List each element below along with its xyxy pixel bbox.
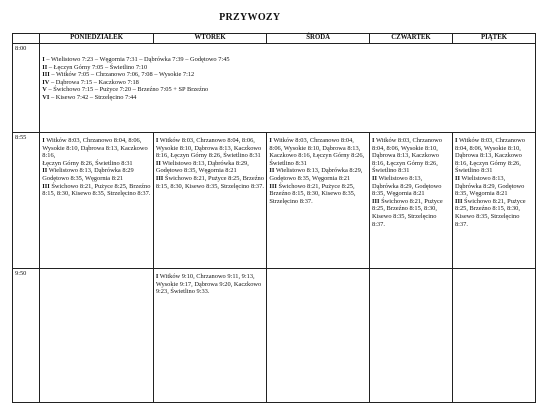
route-stops: Wielistowo 8:13, Dąbrówka 8:29, Godętowo 8:35, Węgornia 8:21 — [372, 174, 442, 198]
route-number: I — [454, 137, 458, 144]
route-entry — [42, 71, 533, 79]
header-cell-monday: PONIEDZIAŁEK — [40, 34, 154, 44]
header-cell-wednesday: ŚRODA — [267, 34, 370, 44]
route-number: III — [42, 71, 50, 79]
route-number: II — [155, 159, 161, 167]
route-stops: Witków 8:03, Chrzanowo 8:04, 8:06, Wysokie 8:10, Dąbrowa 8:13, Kaczkowo 8:16, Łęczyn Górny 8:26, Świetlino 8:31 — [269, 137, 365, 167]
time-cell: 8:00 — [13, 44, 40, 133]
route-stops: Witków 8:03, Chrzanowo 8:04, 8:06, Wysokie 8:10, Dąbrowa 8:13, Kaczkowo 8:16, Łęczyn Górny 8:26, Świetlino 8:31 — [454, 137, 525, 175]
route-stops: Wielistowo 8:13, Dąbrówka 8:29 — [47, 167, 134, 175]
route-entry — [156, 175, 265, 190]
route-number: V — [42, 86, 47, 94]
route-stops: Świchowo 8:21, Pużyce 8:25, Brzeźno 8:15, 8:30, Kisewo 8:35, Strzelęcino 8:37. — [42, 182, 151, 198]
route-stops: Wielistowo 8:13, Dąbrówka 8:29, Godętowo 8:35, Węgornia 8:21 — [269, 167, 363, 182]
route-number: III — [454, 197, 463, 205]
route-number: III — [269, 182, 277, 190]
route-stops: – Świchowo 7:15 – Pużyce 7:20 – Brzeźno 7:05 + SP Brzeźno — [46, 86, 209, 94]
day-cell-tuesday — [153, 269, 267, 403]
day-cell-monday — [40, 269, 154, 403]
schedule-row — [13, 133, 536, 269]
route-number: III — [42, 182, 50, 190]
header-row — [13, 34, 536, 44]
route-entry — [372, 175, 450, 198]
day-cell-thursday — [370, 269, 453, 403]
route-number: II — [42, 167, 48, 175]
day-cell-wednesday — [267, 133, 370, 269]
schedule-table — [12, 33, 536, 403]
route-stops: Wielistowo 8:13, Dąbrówka 8:29, Godętowo 8:35, Węgornia 8:21 — [155, 159, 249, 175]
route-number: III — [372, 197, 380, 205]
route-entry — [42, 137, 151, 160]
route-entry — [42, 94, 533, 102]
route-entry — [42, 56, 533, 64]
route-entry — [455, 175, 533, 198]
header-cell-time — [13, 34, 40, 44]
route-entry — [372, 198, 450, 228]
route-number: II — [269, 167, 275, 175]
route-entry — [455, 198, 533, 228]
route-stops: Świchowo 8:21, Pużyce 8:25, Brzeźno 8:15, 8:30, Kisewo 8:35, Strzelęcino 8:37. — [155, 174, 264, 190]
route-number: I — [42, 137, 45, 144]
route-entry — [269, 137, 367, 167]
route-stops: Godętowo 8:35, Węgornia 8:21 — [42, 174, 124, 182]
route-number: II — [42, 63, 48, 71]
route-number: I — [269, 137, 272, 144]
route-stops: – Wielistowo 7:23 – Węgornia 7:31 – Dąbrówka 7:39 – Godętowo 7:45 — [44, 56, 230, 63]
header-cell-tuesday: WTOREK — [153, 34, 267, 44]
route-stops: Łęczyn Górny 8:26, Świetlino 8:31 — [42, 159, 133, 167]
route-number: I — [155, 273, 159, 280]
route-entry — [42, 160, 151, 168]
header-cell-friday: PIĄTEK — [452, 34, 535, 44]
route-number: III — [155, 174, 164, 182]
route-entry — [156, 160, 265, 175]
day-cell-monday — [40, 133, 154, 269]
route-stops: – Kisewo 7:42 – Strzelęcino 7:44 — [49, 93, 137, 101]
route-entry — [156, 273, 265, 296]
route-entry — [455, 137, 533, 175]
schedule-row — [13, 44, 536, 133]
route-number: VI — [42, 93, 50, 101]
time-cell: 8:55 — [13, 133, 40, 269]
route-number: I — [372, 137, 375, 144]
day-cell-wednesday — [267, 269, 370, 403]
route-stops: Witków 8:03, Chrzanowo 8:04, 8:06, Wysokie 8:10, Dąbrowa 8:13, Kaczkowo 8:16, Łęczyn Górny 8:26, Świetlino 8:31 — [372, 137, 442, 175]
route-entry — [42, 64, 533, 72]
day-cell-tuesday — [153, 133, 267, 269]
route-entry — [42, 175, 151, 183]
route-number: IV — [42, 78, 50, 86]
title-text: PRZYWOZY — [219, 12, 281, 23]
schedule-row — [13, 269, 536, 403]
route-entry — [156, 137, 265, 160]
route-entry — [42, 167, 151, 175]
route-number: I — [155, 137, 159, 144]
route-stops: Świchowo 8:21, Pużyce 8:25, Brzeźno 8:15, 8:30, Kisewo 8:35, Strzelęcino 8:37. — [269, 182, 356, 205]
day-cell-friday — [452, 269, 535, 403]
route-number: II — [372, 174, 377, 182]
route-stops: – Dąbrowa 7:15 – Kaczkowo 7:18 — [49, 78, 139, 86]
time-cell: 9:50 — [13, 269, 40, 403]
route-number: II — [454, 174, 460, 182]
route-stops: – Łęczyn Górny 7:05 – Świetlino 7:10 — [47, 63, 148, 71]
route-number: I — [42, 56, 45, 63]
header-cell-thursday: CZWARTEK — [370, 34, 453, 44]
redacted-blank — [283, 14, 321, 22]
route-stops: Świchowo 8:21, Pużyce 8:25, Brzeźno 8:15, 8:30, Kisewo 8:35, Strzelęcino 8:37. — [372, 197, 443, 228]
route-entry — [42, 183, 151, 198]
route-stops: Świchowo 8:21, Pużyce 8:25, Brzeźno 8:15, 8:30, Kisewo 8:35, Strzelęcino 8:37. — [454, 197, 526, 228]
day-cell-thursday — [370, 133, 453, 269]
document-title — [0, 12, 540, 23]
route-entry — [372, 137, 450, 175]
route-stops: Witków 9:10, Chrzanowo 9:11, 9:13, Wysokie 9:17, Dąbrowa 9:20, Kaczkowo 9:23, Świetlino 9:33. — [155, 273, 262, 296]
route-stops: Witków 8:03, Chrzanowo 8:04, 8:06, Wysokie 8:10, Dąbrowa 8:13, Kaczkowo 8:16, — [42, 137, 148, 160]
merged-week-cell — [40, 44, 536, 133]
route-entry — [269, 167, 367, 182]
route-stops: – Witków 7:05 – Chrzanowo 7:06, 7:08 – Wysokie 7:12 — [49, 71, 195, 79]
day-cell-friday — [452, 133, 535, 269]
route-entry — [42, 86, 533, 94]
route-entry — [269, 183, 367, 206]
route-stops: Wielistowo 8:13, Dąbrówka 8:29, Godętowo 8:35, Węgornia 8:21 — [454, 174, 525, 198]
route-stops: Witków 8:03, Chrzanowo 8:04, 8:06, Wysokie 8:10, Dąbrowa 8:13, Kaczkowo 8:16, Łęczyn Górny 8:26, Świetlino 8:31 — [155, 137, 262, 160]
